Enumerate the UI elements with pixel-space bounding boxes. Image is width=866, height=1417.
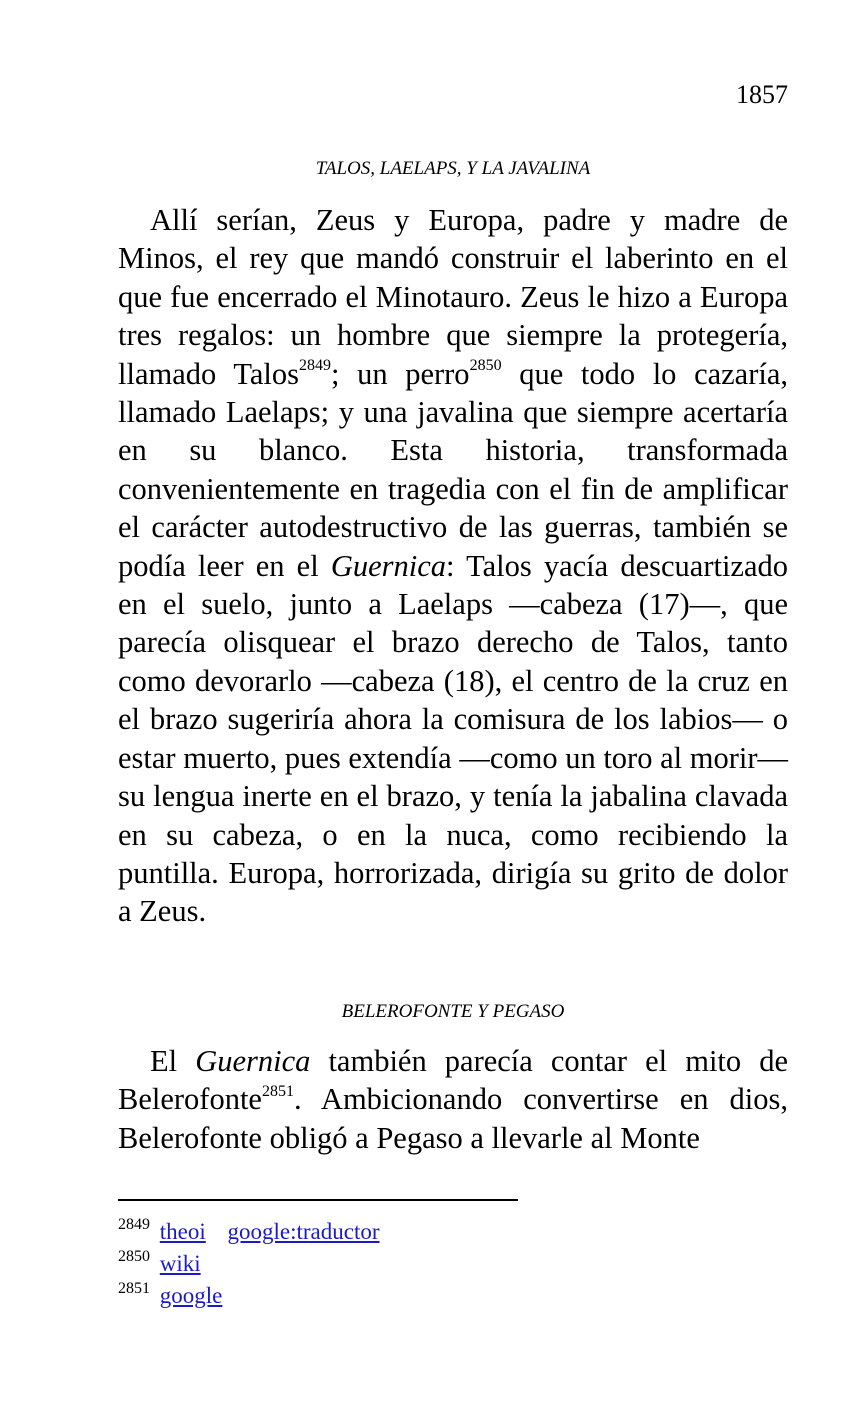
paragraph-text: también parecía contar el mito de Belerofonte <box>118 1044 789 1117</box>
footnote-2851 <box>118 1280 788 1312</box>
footnote-2850 <box>118 1248 788 1280</box>
footnote-number: 2851 <box>118 1280 150 1297</box>
page-number: 1857 <box>736 80 788 109</box>
footnote-divider <box>118 1199 518 1201</box>
paragraph-text: : Talos yacía descuartizado en el suelo, junto a Laelaps —cabeza (17)—, que parecía olisquear el brazo derecho de Talos, tanto como devorarlo —cabeza (18), el centro de la cruz en el brazo sugeriría ahora la comisura de los labios— o estar muerto, pues extendía —como un toro al morir— su lengua inerte en el brazo, y tenía la jabalina clavada en su cabeza, o en la nuca, como recibiendo la puntilla. Europa, horrorizada, dirigía su grito de dolor a Zeus. <box>118 548 788 929</box>
paragraph-text: ; un perro <box>330 356 470 391</box>
footnotes <box>118 1216 788 1312</box>
footnote-2849 <box>118 1216 788 1248</box>
section-heading-talos: TALOS, LAELAPS, Y LA JAVALINA <box>315 158 591 179</box>
footnote-link-google[interactable]: google <box>159 1283 223 1308</box>
paragraph-talos <box>118 201 788 931</box>
footnote-ref-2849[interactable]: 2849 <box>298 357 331 375</box>
footnote-link-google-traductor[interactable]: google:traductor <box>227 1219 380 1244</box>
footnote-number: 2849 <box>118 1216 150 1233</box>
footnote-link-theoi[interactable]: theoi <box>159 1219 206 1244</box>
paragraph-text: El <box>150 1044 196 1078</box>
paragraph-text: que todo lo cazaría, llamado Laelaps; y una javalina que siempre acertaría en su blanco. Esta historia, transformada convenientemente en tragedia con el fin de amplificar el carácter autodestructivo de las guerras, también se podía leer en el <box>118 356 789 583</box>
paragraph-belerofonte <box>118 1042 788 1157</box>
footnote-number: 2850 <box>118 1248 150 1265</box>
paragraph-text: . Ambicionando convertirse en dios, Belerofonte obligó a Pegaso a llevarle al Monte <box>118 1082 788 1155</box>
section-heading-belerofonte: BELEROFONTE Y PEGASO <box>341 1001 565 1022</box>
footnote-ref-2850[interactable]: 2850 <box>469 357 502 375</box>
footnote-ref-2851[interactable]: 2851 <box>261 1083 294 1101</box>
footnote-link-wiki[interactable]: wiki <box>159 1251 201 1276</box>
paragraph-text: Allí serían, Zeus y Europa, padre y madre de Minos, el rey que mandó construir el laberinto en el que fue encerrado el Minotauro. Zeus le hizo a Europa tres regalos: un hombre que siempre la protegería, llamado Talos <box>118 203 788 391</box>
italic-title-guernica: Guernica <box>195 1044 311 1078</box>
italic-title-guernica: Guernica <box>330 548 447 583</box>
